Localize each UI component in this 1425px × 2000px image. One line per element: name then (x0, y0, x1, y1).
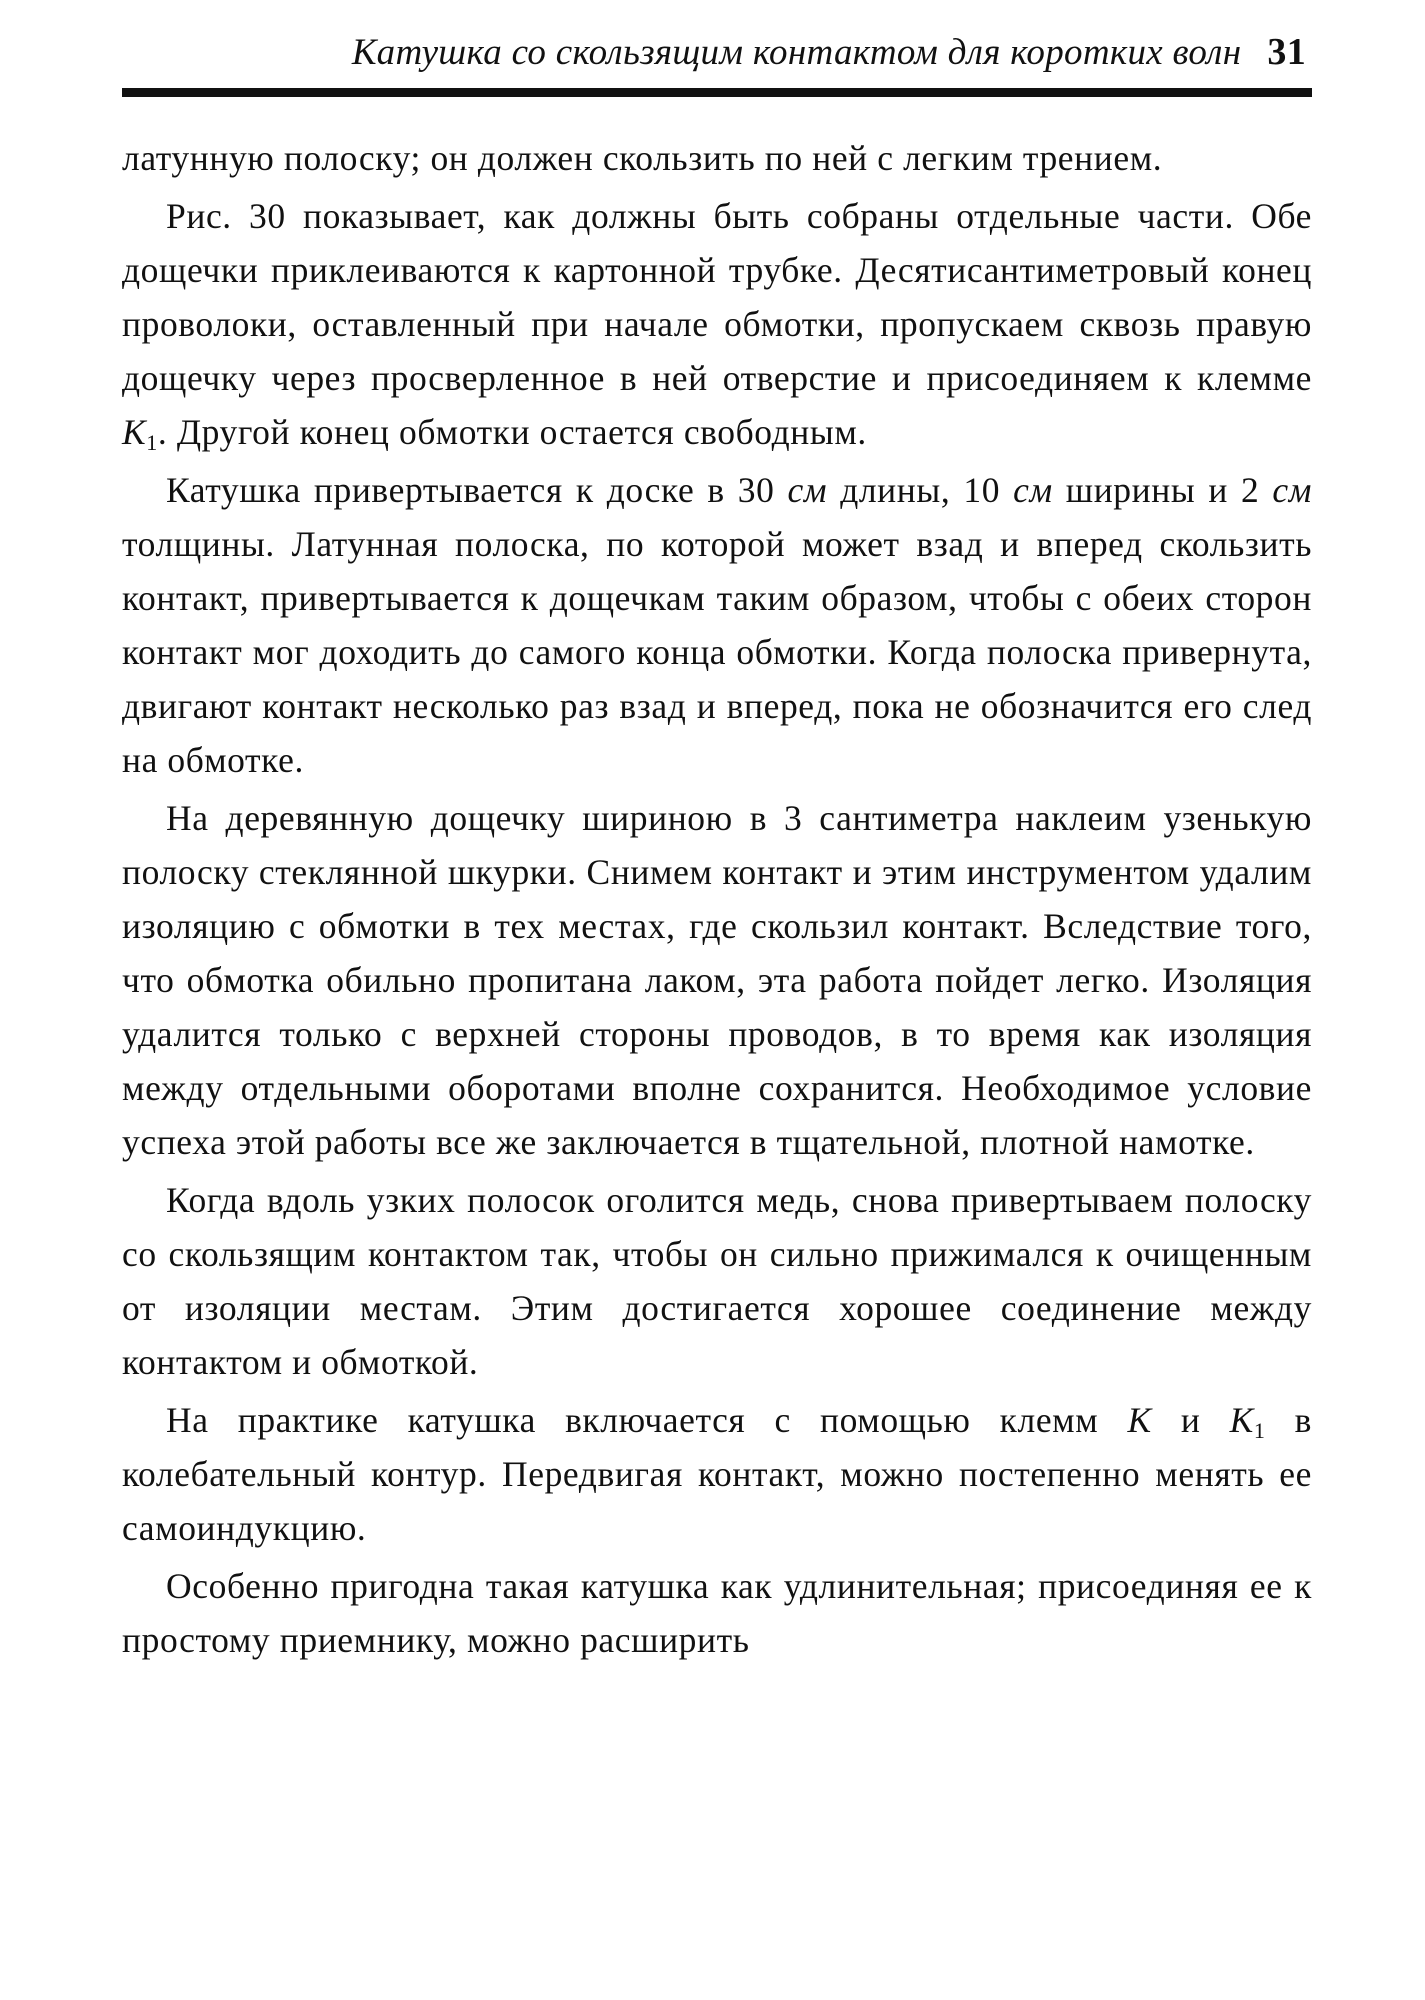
paragraph-3 (122, 463, 1312, 787)
terminal-symbol-k: K (1127, 1400, 1152, 1440)
terminal-k1-subscript: 1 (1253, 1418, 1266, 1443)
page-number: 31 (1267, 31, 1306, 73)
paragraph-6 (122, 1393, 1312, 1555)
unit-cm-3: см (1272, 470, 1312, 510)
paragraph-3-text-d: толщины. Латунная полоска, по которой может взад и вперед скользить контакт, привертывается к дощечкам таким образом, чтобы с обеих сторон контакт мог доходить до самого конца обмотки. Когда полоска привернута, двигают контакт несколько раз взад и вперед, пока не обозначится его след на обмотке. (122, 524, 1312, 780)
book-page (122, 30, 1312, 1671)
paragraph-7 (122, 1559, 1312, 1667)
paragraph-2 (122, 189, 1312, 459)
paragraph-5 (122, 1173, 1312, 1389)
paragraph-5-text: Когда вдоль узких полосок оголится медь, снова привертываем полоску со скользящим контактом так, чтобы он сильно прижимался к очищенным от изоляции местам. Этим достигается хорошее соединение между контактом и обмоткой. (122, 1180, 1312, 1382)
paragraph-1 (122, 131, 1312, 185)
paragraph-6-text-b: и (1151, 1400, 1230, 1440)
paragraph-1-text: латунную полоску; он должен скользить по ней с легким трением. (122, 138, 1163, 178)
terminal-symbol-k1: K (1229, 1400, 1254, 1440)
running-title: Катушка со скользящим контактом для коротких волн (351, 32, 1242, 73)
terminal-subscript: 1 (146, 430, 158, 455)
paragraph-4 (122, 791, 1312, 1169)
paragraph-3-text-c: ширины и 2 (1052, 470, 1273, 510)
body-text (122, 131, 1312, 1667)
paragraph-7-text: Особенно пригодна такая катушка как удлинительная; присоединяя ее к простому приемнику, можно расширить (122, 1566, 1312, 1660)
paragraph-3-text-a: Катушка привертывается к доске в 30 (166, 470, 788, 510)
paragraph-2-text-a: Рис. 30 показывает, как должны быть собраны отдельные части. Обе дощечки приклеиваются к картонной трубке. Десятисантиметровый конец проволоки, оставленный при начале обмотки, пропускаем сквозь правую дощечку через просверленное в ней отверстие и присоединяем к клемме (122, 196, 1312, 398)
paragraph-6-text-a: На практике катушка включается с помощью клемм (166, 1400, 1128, 1440)
header-rule (122, 88, 1312, 97)
paragraph-3-text-b: длины, 10 (827, 470, 1014, 510)
terminal-symbol: K (122, 412, 147, 452)
paragraph-6-text-c: в колебательный контур. Передвигая контакт, можно постепенно менять ее самоиндукцию. (122, 1400, 1312, 1548)
paragraph-4-text: На деревянную дощечку шириною в 3 сантиметра наклеим узенькую полоску стеклянной шкурки. Снимем контакт и этим инструментом удалим изоляцию с обмотки в тех местах, где скользил контакт. Вследствие того, что обмотка обильно пропитана лаком, эта работа пойдет легко. Изоляция удалится только с верхней стороны проводов, в то время как изоляция между отдельными оборотами вполне сохранится. Необходимое условие успеха этой работы все же заключается в тщательной, плотной намотке. (122, 798, 1312, 1162)
paragraph-2-text-b: . Другой конец обмотки остается свободным. (157, 412, 867, 452)
unit-cm-1: см (787, 470, 828, 510)
unit-cm-2: см (1013, 470, 1053, 510)
running-header (122, 30, 1312, 86)
